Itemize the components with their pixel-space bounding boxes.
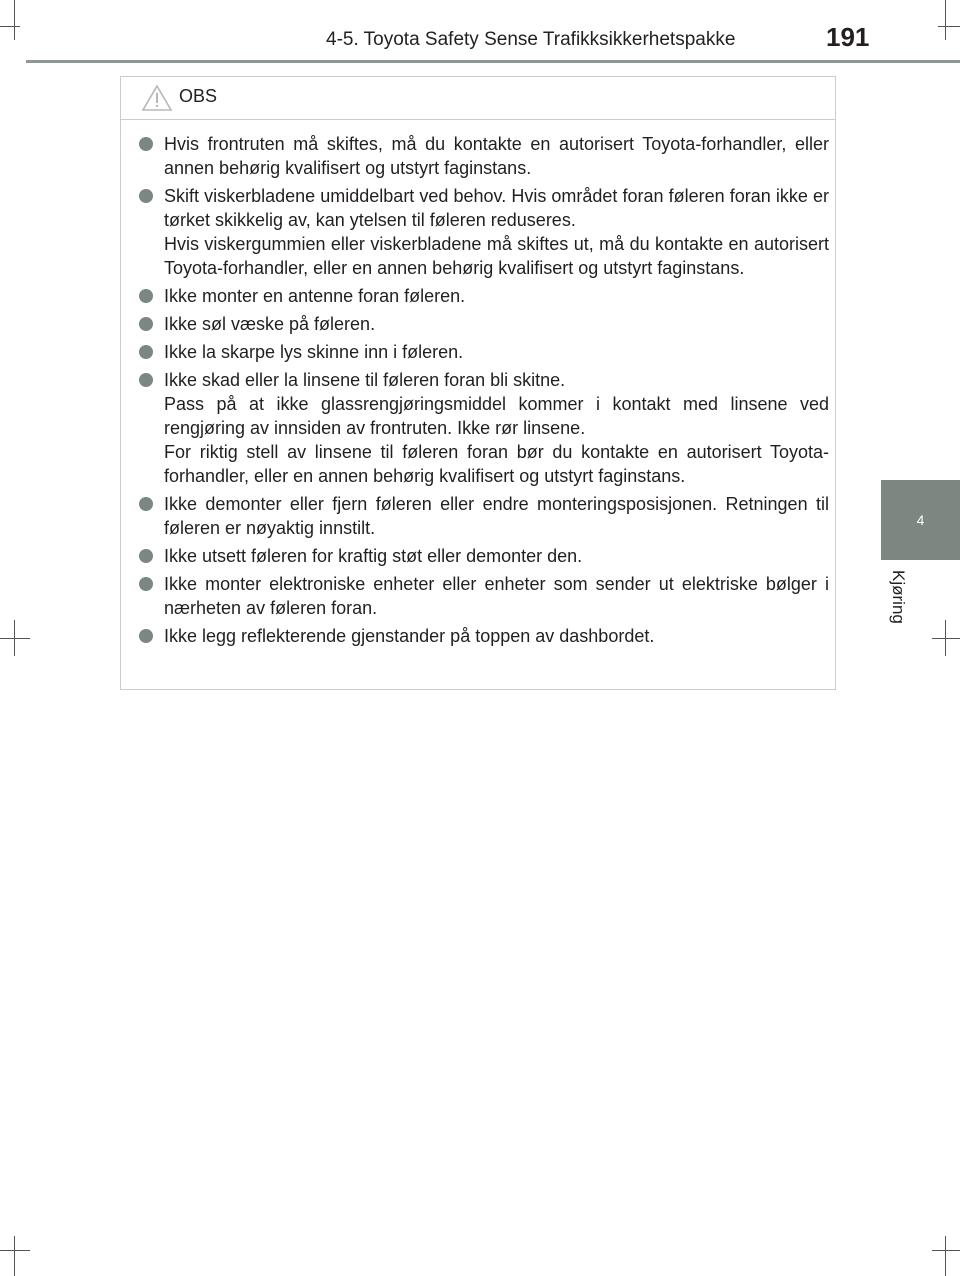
list-item-text: Hvis viskergummien eller viskerbladene må skiftes ut, må du kontakte en autorisert Toyota-forhandler, eller en annen behørig kvalifisert og utstyrt faginstans. [164,234,829,278]
bullet-icon [139,137,153,151]
list-item-text: For riktig stell av linsene til føleren foran bør du kontakte en autorisert Toyota-forhandler, eller en annen behørig kvalifisert og utstyrt faginstans. [164,442,829,486]
crop-mark [0,638,30,639]
crop-mark [932,1250,960,1251]
bullet-icon [139,189,153,203]
list-item-text: Hvis frontruten må skiftes, må du kontakte en autorisert Toyota-forhandler, eller annen behørig kvalifisert og utstyrt faginstans. [164,134,829,178]
list-item [139,624,829,648]
obs-box [120,76,836,690]
list-item [139,284,829,308]
list-item-text: Ikke la skarpe lys skinne inn i føleren. [164,342,464,362]
warning-triangle-icon [141,84,173,112]
bullet-icon [139,373,153,387]
section-title: 4-5. Toyota Safety Sense Trafikksikkerhetspakke [326,29,736,50]
page-number: 191 [826,22,870,52]
list-item [139,132,829,180]
list-item [139,368,829,488]
obs-header [121,77,835,120]
chapter-tab [881,480,960,560]
list-item-text: Ikke monter en antenne foran føleren. [164,286,466,306]
bullet-icon [139,345,153,359]
crop-mark [0,1250,30,1251]
header-rule [26,60,960,63]
list-item-text: Ikke monter elektroniske enheter eller enheter som sender ut elektriske bølger i nærheten av føleren foran. [164,574,829,618]
bullet-icon [139,497,153,511]
list-item [139,340,829,364]
crop-mark [14,1236,15,1276]
crop-mark [945,1236,946,1276]
list-item-text: Ikke legg reflekterende gjenstander på toppen av dashbordet. [164,626,655,646]
list-item [139,492,829,540]
obs-list [139,132,829,652]
bullet-icon [139,289,153,303]
obs-title: OBS [179,86,218,106]
list-item-text: Ikke skad eller la linsene til føleren foran bli skitne. [164,370,566,390]
crop-mark [932,638,960,639]
list-item-text: Pass på at ikke glassrengjøringsmiddel kommer i kontakt med linsene ved rengjøring av innsiden av frontruten. Ikke rør linsene. [164,394,829,438]
chapter-label: Kjøring [889,570,908,624]
crop-mark [14,0,15,40]
list-item-text: Skift viskerbladene umiddelbart ved behov. Hvis området foran føleren foran ikke er tørket skikkelig av, kan ytelsen til føleren reduseres. [164,186,829,230]
list-item-text: Ikke søl væske på føleren. [164,314,376,334]
bullet-icon [139,577,153,591]
list-item [139,312,829,336]
bullet-icon [139,629,153,643]
list-item-text: Ikke demonter eller fjern føleren eller endre monteringsposisjonen. Retningen til føleren er nøyaktig innstilt. [164,494,829,538]
bullet-icon [139,317,153,331]
crop-mark [938,26,960,27]
list-item [139,572,829,620]
crop-mark [945,0,946,40]
list-item [139,544,829,568]
chapter-number: 4 [916,512,925,528]
bullet-icon [139,549,153,563]
list-item-text: Ikke utsett føleren for kraftig støt eller demonter den. [164,546,583,566]
list-item [139,184,829,280]
crop-mark [0,26,20,27]
